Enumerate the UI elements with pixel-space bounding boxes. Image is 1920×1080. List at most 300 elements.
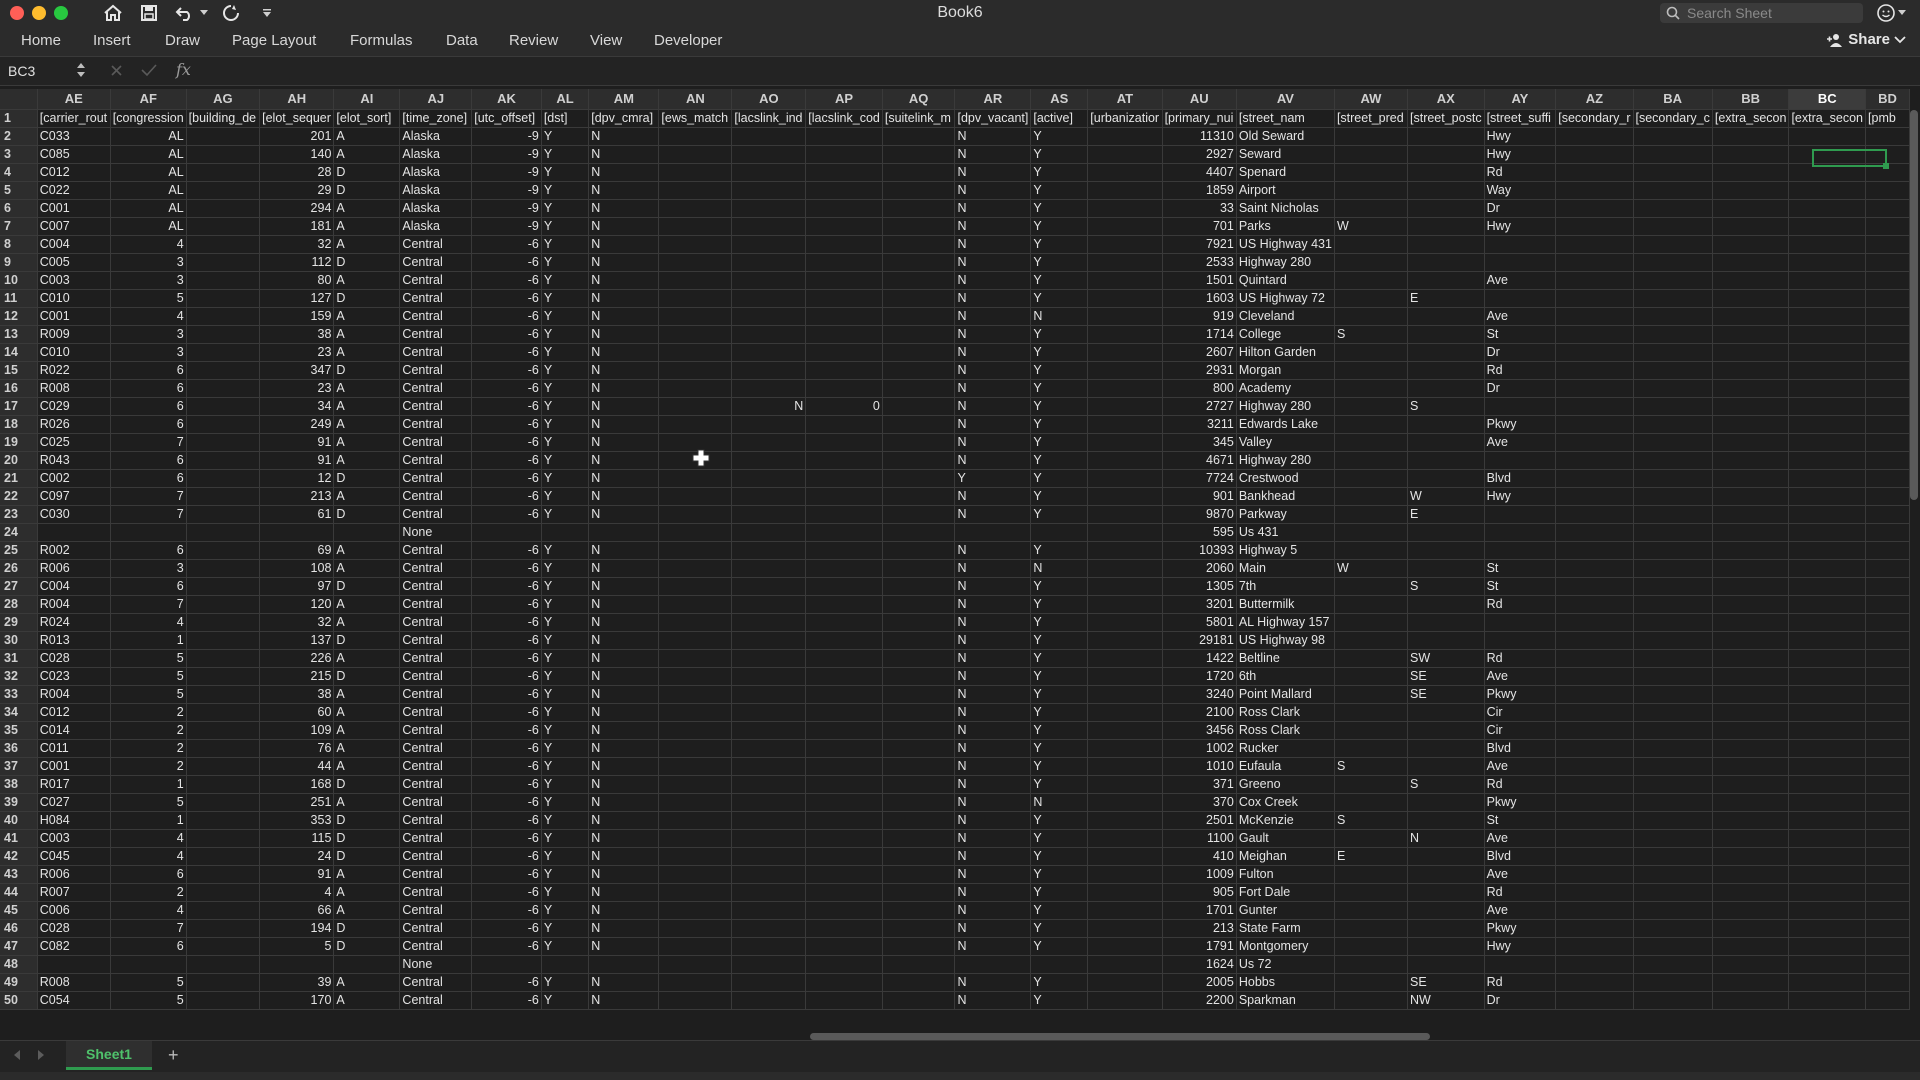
cell[interactable]: A — [334, 380, 400, 398]
cell[interactable]: [carrier_rout — [37, 110, 110, 128]
cell[interactable] — [1633, 650, 1712, 668]
cell[interactable]: Y — [1031, 830, 1088, 848]
cell[interactable]: 1501 — [1162, 272, 1236, 290]
cell[interactable] — [1633, 290, 1712, 308]
cell[interactable]: N — [589, 560, 659, 578]
cell[interactable] — [1866, 992, 1910, 1010]
cell[interactable]: -6 — [472, 416, 542, 434]
undo-dropdown-icon[interactable] — [199, 1, 209, 25]
cell[interactable] — [1556, 236, 1633, 254]
cell[interactable] — [1866, 614, 1910, 632]
cell[interactable] — [659, 794, 732, 812]
cell[interactable] — [1866, 866, 1910, 884]
cell[interactable] — [882, 362, 955, 380]
cell[interactable] — [732, 938, 806, 956]
cell[interactable]: 800 — [1162, 380, 1236, 398]
cell[interactable]: Y — [1031, 578, 1088, 596]
cancel-edit-icon[interactable] — [109, 61, 125, 79]
cell[interactable]: Us 431 — [1236, 524, 1334, 542]
cell[interactable]: D — [334, 254, 400, 272]
cell[interactable]: -6 — [472, 794, 542, 812]
cell[interactable]: Central — [400, 596, 472, 614]
cell[interactable]: 3456 — [1162, 722, 1236, 740]
cell[interactable] — [732, 776, 806, 794]
cell[interactable] — [186, 434, 259, 452]
cell[interactable] — [1088, 182, 1162, 200]
cell[interactable]: N — [955, 308, 1031, 326]
row-header[interactable]: 40 — [0, 812, 37, 830]
column-header[interactable]: AU — [1162, 89, 1236, 110]
cell[interactable]: C027 — [37, 794, 110, 812]
cell[interactable]: E — [1408, 290, 1485, 308]
cell[interactable]: 2 — [110, 722, 186, 740]
cell[interactable]: N — [955, 452, 1031, 470]
cell[interactable]: 1009 — [1162, 866, 1236, 884]
cell[interactable] — [1334, 200, 1407, 218]
cell[interactable] — [186, 866, 259, 884]
cell[interactable] — [806, 290, 883, 308]
cell[interactable] — [1712, 794, 1789, 812]
cell[interactable] — [732, 362, 806, 380]
cell[interactable]: Rd — [1484, 596, 1556, 614]
cell[interactable] — [1484, 254, 1556, 272]
cell[interactable] — [1484, 236, 1556, 254]
cell[interactable]: N — [955, 254, 1031, 272]
cell[interactable] — [1408, 884, 1485, 902]
cell[interactable] — [186, 470, 259, 488]
cell[interactable] — [1712, 848, 1789, 866]
cell[interactable] — [659, 506, 732, 524]
cell[interactable] — [806, 452, 883, 470]
cell[interactable] — [1088, 848, 1162, 866]
cell[interactable] — [1088, 254, 1162, 272]
cell[interactable] — [1334, 884, 1407, 902]
cell[interactable] — [186, 794, 259, 812]
cell[interactable]: AL — [110, 218, 186, 236]
cell[interactable]: N — [589, 146, 659, 164]
cell[interactable] — [732, 308, 806, 326]
cell[interactable]: 6 — [110, 578, 186, 596]
cell[interactable]: 91 — [260, 452, 334, 470]
cell[interactable]: 137 — [260, 632, 334, 650]
select-all-corner[interactable] — [0, 89, 37, 110]
cell[interactable] — [882, 758, 955, 776]
cell[interactable] — [1712, 560, 1789, 578]
column-header[interactable]: AR — [955, 89, 1031, 110]
cell[interactable] — [1408, 722, 1485, 740]
cell[interactable] — [732, 182, 806, 200]
cell[interactable] — [1789, 128, 1866, 146]
cell[interactable] — [1789, 218, 1866, 236]
cell[interactable] — [1408, 596, 1485, 614]
cell[interactable] — [260, 956, 334, 974]
cell[interactable]: 1714 — [1162, 326, 1236, 344]
cell[interactable] — [1408, 236, 1485, 254]
cell[interactable]: Y — [541, 830, 588, 848]
cell[interactable]: Ave — [1484, 758, 1556, 776]
row-header[interactable]: 27 — [0, 578, 37, 596]
cell[interactable]: Central — [400, 578, 472, 596]
cell[interactable]: N — [589, 794, 659, 812]
cell[interactable]: R004 — [37, 596, 110, 614]
cell[interactable]: Y — [541, 992, 588, 1010]
cell[interactable] — [659, 488, 732, 506]
tab-data[interactable]: Data — [446, 32, 478, 49]
cell[interactable] — [1556, 272, 1633, 290]
cell[interactable]: N — [589, 182, 659, 200]
cell[interactable] — [1789, 938, 1866, 956]
cell[interactable]: 901 — [1162, 488, 1236, 506]
cell[interactable]: Central — [400, 920, 472, 938]
cell[interactable] — [589, 524, 659, 542]
cell[interactable]: C004 — [37, 236, 110, 254]
cell[interactable] — [1633, 416, 1712, 434]
cell[interactable] — [1088, 578, 1162, 596]
cell[interactable]: [street_pred — [1334, 110, 1407, 128]
cell[interactable]: Morgan — [1236, 362, 1334, 380]
cell[interactable] — [1556, 470, 1633, 488]
cell[interactable]: Y — [1031, 398, 1088, 416]
row-header[interactable]: 24 — [0, 524, 37, 542]
cell[interactable]: C011 — [37, 740, 110, 758]
cell[interactable]: N — [1031, 560, 1088, 578]
cell[interactable] — [1712, 884, 1789, 902]
cell[interactable] — [1408, 434, 1485, 452]
redo-icon[interactable] — [219, 1, 243, 25]
cell[interactable]: [urbanizatior — [1088, 110, 1162, 128]
cell[interactable]: 1010 — [1162, 758, 1236, 776]
cell[interactable]: N — [589, 578, 659, 596]
cell[interactable]: Blvd — [1484, 470, 1556, 488]
cell[interactable]: D — [334, 938, 400, 956]
cell[interactable]: Buttermilk — [1236, 596, 1334, 614]
cell[interactable]: Y — [1031, 146, 1088, 164]
cell[interactable]: [utc_offset] — [472, 110, 542, 128]
cell[interactable] — [1789, 362, 1866, 380]
column-header[interactable]: AG — [186, 89, 259, 110]
cell[interactable] — [806, 776, 883, 794]
cell[interactable]: [extra_secon — [1789, 110, 1866, 128]
cell[interactable]: -6 — [472, 398, 542, 416]
cell[interactable] — [186, 704, 259, 722]
cell[interactable] — [1789, 884, 1866, 902]
cell[interactable]: N — [589, 308, 659, 326]
cell[interactable]: Airport — [1236, 182, 1334, 200]
row-header[interactable]: 19 — [0, 434, 37, 452]
cell[interactable] — [1556, 326, 1633, 344]
row-header[interactable]: 26 — [0, 560, 37, 578]
cell[interactable] — [1408, 938, 1485, 956]
cell[interactable] — [732, 992, 806, 1010]
cell[interactable]: C005 — [37, 254, 110, 272]
cell[interactable] — [1712, 254, 1789, 272]
cell[interactable] — [1712, 974, 1789, 992]
cell[interactable]: -6 — [472, 938, 542, 956]
cell[interactable] — [186, 956, 259, 974]
cell[interactable] — [1408, 524, 1485, 542]
cell[interactable] — [186, 920, 259, 938]
cell[interactable]: A — [334, 416, 400, 434]
cell[interactable]: Pkwy — [1484, 794, 1556, 812]
cell[interactable]: -6 — [472, 614, 542, 632]
cell[interactable]: [building_de — [186, 110, 259, 128]
cell[interactable] — [186, 524, 259, 542]
cell[interactable]: Highway 280 — [1236, 452, 1334, 470]
cell[interactable]: Ross Clark — [1236, 704, 1334, 722]
cell[interactable] — [806, 434, 883, 452]
cell[interactable]: E — [1408, 506, 1485, 524]
cell[interactable]: Ave — [1484, 830, 1556, 848]
cell[interactable] — [882, 938, 955, 956]
cell[interactable]: N — [589, 542, 659, 560]
cell[interactable] — [1408, 326, 1485, 344]
cell[interactable] — [1334, 290, 1407, 308]
cell[interactable]: 7 — [110, 920, 186, 938]
cell[interactable] — [732, 524, 806, 542]
cell[interactable]: 3201 — [1162, 596, 1236, 614]
cell[interactable]: Y — [541, 632, 588, 650]
cell[interactable] — [1556, 650, 1633, 668]
cell[interactable]: Y — [541, 452, 588, 470]
cell[interactable] — [186, 596, 259, 614]
cell[interactable]: N — [955, 974, 1031, 992]
cell[interactable] — [1866, 560, 1910, 578]
cell[interactable]: [congression — [110, 110, 186, 128]
cell[interactable] — [1633, 308, 1712, 326]
cell[interactable]: -6 — [472, 542, 542, 560]
fill-handle[interactable] — [1883, 163, 1889, 169]
cell[interactable]: -6 — [472, 722, 542, 740]
cell[interactable] — [1408, 380, 1485, 398]
cell[interactable] — [1633, 488, 1712, 506]
row-header[interactable]: 45 — [0, 902, 37, 920]
cell[interactable] — [1556, 632, 1633, 650]
cell[interactable] — [659, 902, 732, 920]
cell[interactable]: D — [334, 830, 400, 848]
cell[interactable]: SW — [1408, 650, 1485, 668]
cell[interactable]: 97 — [260, 578, 334, 596]
cell[interactable] — [186, 938, 259, 956]
cell[interactable]: R006 — [37, 560, 110, 578]
cell[interactable] — [1866, 290, 1910, 308]
cell[interactable]: 4 — [110, 614, 186, 632]
cell[interactable]: Y — [541, 488, 588, 506]
cell[interactable]: N — [955, 722, 1031, 740]
column-header[interactable]: AN — [659, 89, 732, 110]
row-header[interactable]: 6 — [0, 200, 37, 218]
cell[interactable] — [806, 146, 883, 164]
cell[interactable] — [1088, 722, 1162, 740]
cell[interactable] — [1556, 146, 1633, 164]
cell[interactable] — [732, 236, 806, 254]
cell[interactable] — [1088, 758, 1162, 776]
cell[interactable]: 249 — [260, 416, 334, 434]
cell[interactable]: AL — [110, 146, 186, 164]
cell[interactable] — [1088, 992, 1162, 1010]
cell[interactable]: D — [334, 506, 400, 524]
cell[interactable]: D — [334, 164, 400, 182]
cell[interactable]: Y — [541, 740, 588, 758]
cell[interactable]: 6 — [110, 452, 186, 470]
cell[interactable]: Us 72 — [1236, 956, 1334, 974]
cell[interactable]: N — [589, 866, 659, 884]
cell[interactable] — [1712, 542, 1789, 560]
cell[interactable]: 6 — [110, 938, 186, 956]
cell[interactable]: R008 — [37, 380, 110, 398]
close-window-button[interactable] — [10, 6, 24, 20]
cell[interactable]: Y — [541, 974, 588, 992]
cell[interactable]: Y — [1031, 218, 1088, 236]
row-header[interactable]: 17 — [0, 398, 37, 416]
cell[interactable]: Central — [400, 254, 472, 272]
cell[interactable] — [1484, 632, 1556, 650]
cell[interactable] — [882, 686, 955, 704]
cell[interactable] — [1556, 596, 1633, 614]
cell[interactable] — [1866, 344, 1910, 362]
cell[interactable] — [1866, 128, 1910, 146]
search-input[interactable] — [1685, 4, 1849, 22]
row-header[interactable]: 5 — [0, 182, 37, 200]
cell[interactable]: 919 — [1162, 308, 1236, 326]
cell[interactable]: [elot_sequer — [260, 110, 334, 128]
cell[interactable] — [732, 452, 806, 470]
row-header[interactable]: 15 — [0, 362, 37, 380]
cell[interactable]: 2200 — [1162, 992, 1236, 1010]
name-box[interactable]: BC3 — [8, 63, 36, 79]
row-header[interactable]: 8 — [0, 236, 37, 254]
cell[interactable] — [882, 182, 955, 200]
cell[interactable]: N — [589, 236, 659, 254]
cell[interactable] — [1484, 452, 1556, 470]
add-sheet-button[interactable]: + — [168, 1045, 179, 1065]
cell[interactable] — [1712, 938, 1789, 956]
cell[interactable] — [1556, 254, 1633, 272]
cell[interactable]: Ave — [1484, 866, 1556, 884]
cell[interactable]: [dpv_cmra] — [589, 110, 659, 128]
cell[interactable]: Central — [400, 236, 472, 254]
cell[interactable] — [732, 488, 806, 506]
cell[interactable]: Cir — [1484, 722, 1556, 740]
cell[interactable] — [1712, 524, 1789, 542]
cell[interactable]: [dpv_vacant] — [955, 110, 1031, 128]
cell[interactable] — [1712, 398, 1789, 416]
cell[interactable]: Pkwy — [1484, 686, 1556, 704]
cell[interactable]: 5 — [110, 668, 186, 686]
cell[interactable]: 6 — [110, 470, 186, 488]
cell[interactable]: Central — [400, 416, 472, 434]
column-header[interactable]: AF — [110, 89, 186, 110]
cell[interactable]: -6 — [472, 758, 542, 776]
cell[interactable]: Crestwood — [1236, 470, 1334, 488]
cell[interactable] — [732, 434, 806, 452]
cell[interactable]: SE — [1408, 974, 1485, 992]
cell[interactable]: S — [1334, 758, 1407, 776]
cell[interactable]: Y — [541, 362, 588, 380]
cell[interactable]: C004 — [37, 578, 110, 596]
cell[interactable]: 6 — [110, 362, 186, 380]
cell[interactable]: N — [955, 992, 1031, 1010]
cell[interactable] — [1408, 704, 1485, 722]
cell[interactable] — [882, 434, 955, 452]
cell[interactable]: Alaska — [400, 128, 472, 146]
cell[interactable]: N — [955, 416, 1031, 434]
cell[interactable]: Y — [541, 146, 588, 164]
cell[interactable]: -6 — [472, 362, 542, 380]
cell[interactable] — [1712, 326, 1789, 344]
cell[interactable] — [186, 812, 259, 830]
cell[interactable]: N — [589, 686, 659, 704]
cell[interactable]: Way — [1484, 182, 1556, 200]
cell[interactable] — [732, 416, 806, 434]
cell[interactable] — [1334, 614, 1407, 632]
row-header[interactable]: 10 — [0, 272, 37, 290]
cell[interactable]: D — [334, 776, 400, 794]
cell[interactable]: Y — [541, 614, 588, 632]
cell[interactable] — [1633, 794, 1712, 812]
cell[interactable]: 5 — [110, 686, 186, 704]
cell[interactable] — [1633, 542, 1712, 560]
cell[interactable]: N — [589, 884, 659, 902]
cell[interactable]: -6 — [472, 434, 542, 452]
cell[interactable]: -6 — [472, 290, 542, 308]
cell[interactable]: Y — [541, 848, 588, 866]
cell[interactable] — [541, 956, 588, 974]
cell[interactable]: 370 — [1162, 794, 1236, 812]
cell[interactable]: 2931 — [1162, 362, 1236, 380]
cell[interactable] — [1334, 470, 1407, 488]
cell[interactable] — [732, 578, 806, 596]
cell[interactable] — [1789, 308, 1866, 326]
cell[interactable]: Y — [541, 200, 588, 218]
cell[interactable] — [186, 560, 259, 578]
cell[interactable] — [1866, 686, 1910, 704]
cell[interactable]: N — [955, 614, 1031, 632]
cell[interactable] — [1866, 236, 1910, 254]
cell[interactable] — [659, 182, 732, 200]
cell[interactable]: Alaska — [400, 218, 472, 236]
cell[interactable] — [1633, 596, 1712, 614]
cell[interactable] — [732, 560, 806, 578]
cell[interactable]: 345 — [1162, 434, 1236, 452]
cell[interactable]: W — [1408, 488, 1485, 506]
cell[interactable] — [186, 218, 259, 236]
cell[interactable] — [1712, 830, 1789, 848]
cell[interactable]: 1100 — [1162, 830, 1236, 848]
cell[interactable]: A — [334, 344, 400, 362]
cell[interactable] — [1556, 182, 1633, 200]
cell[interactable] — [1408, 920, 1485, 938]
cell[interactable] — [882, 218, 955, 236]
cell[interactable]: 1305 — [1162, 578, 1236, 596]
cell[interactable] — [732, 830, 806, 848]
cell[interactable] — [1556, 416, 1633, 434]
vertical-scrollbar[interactable] — [1910, 110, 1918, 500]
cell[interactable] — [1088, 776, 1162, 794]
cell[interactable] — [186, 992, 259, 1010]
cell[interactable]: A — [334, 650, 400, 668]
cell[interactable] — [806, 992, 883, 1010]
cell[interactable] — [1712, 236, 1789, 254]
cell[interactable] — [1789, 686, 1866, 704]
cell[interactable] — [1866, 632, 1910, 650]
cell[interactable] — [806, 956, 883, 974]
cell[interactable] — [37, 956, 110, 974]
cell[interactable]: Bankhead — [1236, 488, 1334, 506]
column-header[interactable]: AZ — [1556, 89, 1633, 110]
cell[interactable] — [1789, 776, 1866, 794]
cell[interactable]: Main — [1236, 560, 1334, 578]
cell[interactable] — [110, 956, 186, 974]
